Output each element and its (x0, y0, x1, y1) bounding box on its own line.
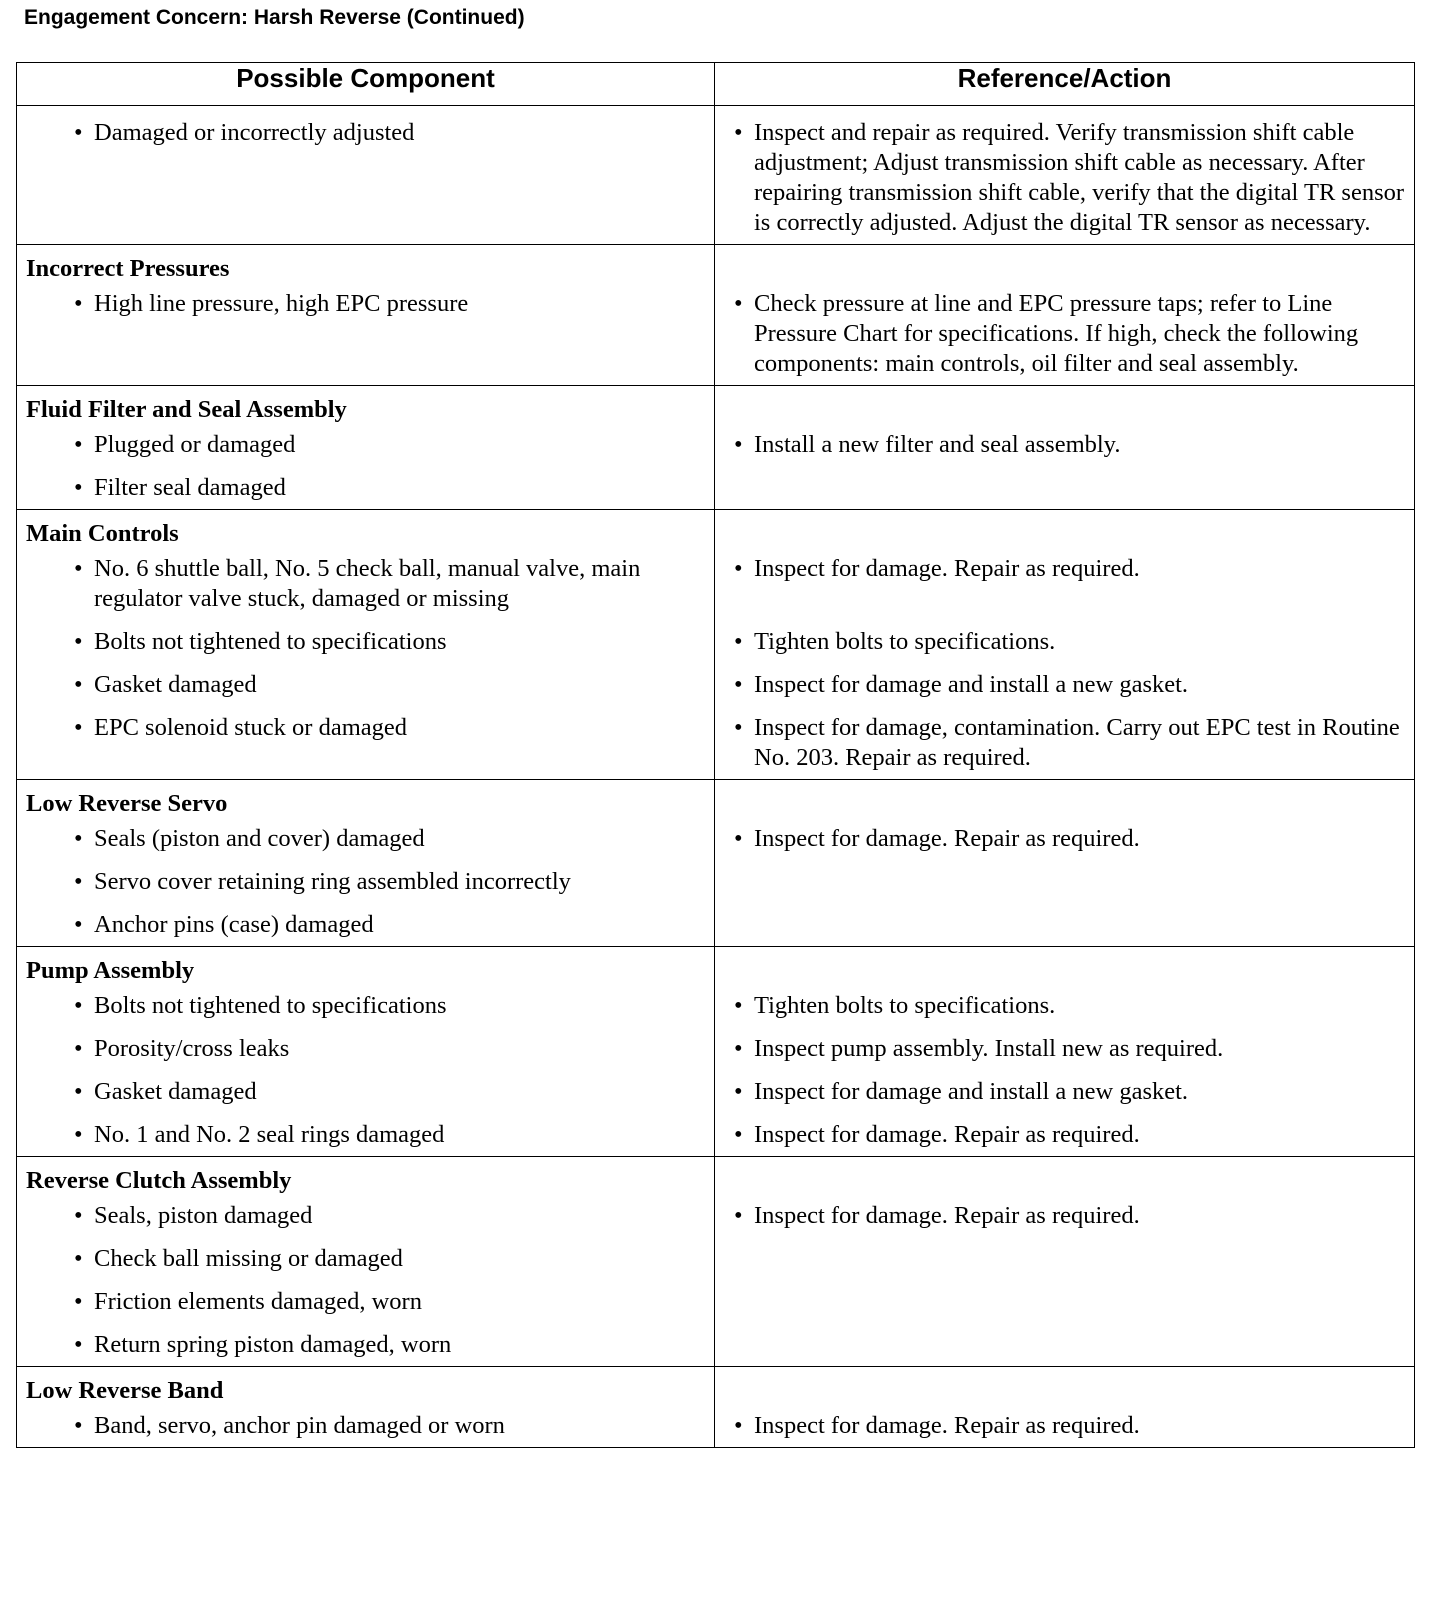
action-item (724, 1120, 1404, 1150)
action-cell (715, 780, 1415, 947)
bullet-icon: • (74, 1331, 83, 1358)
component-cell (17, 1157, 715, 1367)
bullet-icon: • (74, 1078, 83, 1105)
component-cell (17, 780, 715, 947)
action-item (724, 289, 1404, 379)
action-item (724, 867, 1404, 897)
table-row-group (17, 947, 1415, 1157)
action-text: Inspect and repair as required. Verify transmission shift cable adjustment; Adjust transmission shift cable as necessary. After repairing transmission shift cable, verify that the digital TR sensor is correctly adjusted. Adjust the digital TR sensor as necessary. (754, 119, 1405, 236)
bullet-icon: • (734, 714, 743, 741)
bullet-icon: • (74, 474, 83, 501)
bullet-icon: • (734, 1412, 743, 1439)
component-text: Filter seal damaged (94, 474, 286, 501)
component-text: Return spring piston damaged, worn (94, 1331, 452, 1358)
bullet-icon: • (74, 555, 83, 582)
table-row-group (17, 780, 1415, 947)
component-item (26, 713, 704, 773)
component-text: No. 6 shuttle ball, No. 5 check ball, manual valve, main regulator valve stuck, damaged or missing (94, 555, 641, 612)
component-item (26, 1120, 704, 1150)
column-header-action: Reference/Action (715, 63, 1415, 106)
action-text: Tighten bolts to specifications. (754, 992, 1056, 1019)
bullet-icon: • (734, 290, 743, 317)
bullet-icon: • (74, 119, 83, 146)
bullet-icon: • (74, 1035, 83, 1062)
bullet-icon: • (74, 1245, 83, 1272)
component-item (26, 1330, 704, 1360)
group-title: Main Controls (26, 520, 179, 547)
component-text: EPC solenoid stuck or damaged (94, 714, 408, 741)
action-text: Tighten bolts to specifications. (754, 628, 1056, 655)
action-text: Inspect for damage, contamination. Carry out EPC test in Routine No. 203. Repair as required. (754, 714, 1400, 771)
component-item (26, 473, 704, 503)
bullet-icon: • (74, 868, 83, 895)
diagnostic-table (16, 62, 1415, 1448)
table-row-group (17, 1367, 1415, 1448)
bullet-icon: • (74, 992, 83, 1019)
component-item (26, 554, 704, 614)
component-text: Gasket damaged (94, 671, 257, 698)
component-item (26, 824, 704, 854)
bullet-icon: • (734, 1035, 743, 1062)
action-item (724, 627, 1404, 657)
component-item (26, 1201, 704, 1231)
component-item (26, 289, 704, 379)
bullet-icon: • (734, 1121, 743, 1148)
bullet-icon: • (74, 1121, 83, 1148)
component-item (26, 1077, 704, 1107)
action-text: Inspect for damage. Repair as required. (754, 1121, 1140, 1148)
bullet-icon: • (734, 992, 743, 1019)
bullet-icon: • (734, 119, 743, 146)
component-text: Damaged or incorrectly adjusted (94, 119, 415, 146)
component-item (26, 867, 704, 897)
table-row-group (17, 245, 1415, 386)
action-text: Inspect pump assembly. Install new as required. (754, 1035, 1224, 1062)
action-item (724, 473, 1404, 503)
action-item (724, 1244, 1404, 1274)
component-text: Bolts not tightened to specifications (94, 992, 447, 1019)
action-item (724, 1411, 1404, 1441)
action-text: Inspect for damage and install a new gasket. (754, 1078, 1189, 1105)
group-title: Pump Assembly (26, 957, 195, 984)
table-header-row (17, 63, 1415, 106)
action-item (724, 670, 1404, 700)
action-item (724, 1287, 1404, 1317)
action-item (724, 1077, 1404, 1107)
action-item (724, 118, 1404, 238)
component-cell (17, 1367, 715, 1448)
action-item (724, 430, 1404, 460)
component-text: Bolts not tightened to specifications (94, 628, 447, 655)
bullet-icon: • (74, 1202, 83, 1229)
component-text: Servo cover retaining ring assembled incorrectly (94, 868, 571, 895)
action-item (724, 1201, 1404, 1231)
group-title: Low Reverse Band (26, 1377, 224, 1404)
table-row-intro (17, 106, 1415, 245)
action-cell (715, 245, 1415, 386)
action-cell (715, 386, 1415, 510)
action-text: Inspect for damage. Repair as required. (754, 555, 1140, 582)
action-cell (715, 106, 1415, 245)
component-text: Friction elements damaged, worn (94, 1288, 422, 1315)
table-row-group (17, 510, 1415, 780)
component-item (26, 1411, 704, 1441)
component-item (26, 118, 704, 238)
action-item (724, 554, 1404, 614)
action-text: Inspect for damage. Repair as required. (754, 1202, 1140, 1229)
action-cell (715, 1367, 1415, 1448)
bullet-icon: • (74, 714, 83, 741)
component-text: Porosity/cross leaks (94, 1035, 290, 1062)
action-item (724, 1330, 1404, 1360)
group-title: Fluid Filter and Seal Assembly (26, 396, 347, 423)
action-text: Install a new filter and seal assembly. (754, 431, 1121, 458)
bullet-icon: • (74, 1412, 83, 1439)
component-item (26, 430, 704, 460)
bullet-icon: • (734, 1078, 743, 1105)
bullet-icon: • (734, 555, 743, 582)
bullet-icon: • (734, 431, 743, 458)
page-title: Engagement Concern: Harsh Reverse (Continued) (24, 6, 525, 29)
bullet-icon: • (74, 911, 83, 938)
component-cell (17, 386, 715, 510)
component-cell (17, 947, 715, 1157)
action-text: Check pressure at line and EPC pressure taps; refer to Line Pressure Chart for specifications. If high, check the following components: main controls, oil filter and seal assembly. (754, 290, 1359, 377)
table-row-group (17, 1157, 1415, 1367)
action-item (724, 991, 1404, 1021)
action-text: Inspect for damage. Repair as required. (754, 825, 1140, 852)
action-item (724, 824, 1404, 854)
group-title: Low Reverse Servo (26, 790, 228, 817)
column-header-component: Possible Component (17, 63, 715, 106)
group-title: Reverse Clutch Assembly (26, 1167, 292, 1194)
component-item (26, 1287, 704, 1317)
action-item (724, 713, 1404, 773)
component-text: Anchor pins (case) damaged (94, 911, 374, 938)
bullet-icon: • (74, 671, 83, 698)
bullet-icon: • (74, 825, 83, 852)
component-item (26, 1244, 704, 1274)
bullet-icon: • (74, 628, 83, 655)
component-text: Band, servo, anchor pin damaged or worn (94, 1412, 505, 1439)
component-cell (17, 106, 715, 245)
bullet-icon: • (734, 825, 743, 852)
bullet-icon: • (74, 431, 83, 458)
component-cell (17, 245, 715, 386)
component-item (26, 1034, 704, 1064)
component-text: Plugged or damaged (94, 431, 296, 458)
component-item (26, 627, 704, 657)
bullet-icon: • (734, 671, 743, 698)
component-item (26, 910, 704, 940)
table-row-group (17, 386, 1415, 510)
bullet-icon: • (734, 628, 743, 655)
group-title: Incorrect Pressures (26, 255, 230, 282)
action-item (724, 910, 1404, 940)
action-item (724, 1034, 1404, 1064)
component-text: No. 1 and No. 2 seal rings damaged (94, 1121, 445, 1148)
component-text: Gasket damaged (94, 1078, 257, 1105)
action-cell (715, 510, 1415, 780)
component-text: Seals, piston damaged (94, 1202, 313, 1229)
component-item (26, 670, 704, 700)
action-text: Inspect for damage. Repair as required. (754, 1412, 1140, 1439)
component-cell (17, 510, 715, 780)
bullet-icon: • (74, 290, 83, 317)
component-text: Check ball missing or damaged (94, 1245, 403, 1272)
component-item (26, 991, 704, 1021)
action-cell (715, 1157, 1415, 1367)
action-cell (715, 947, 1415, 1157)
component-text: High line pressure, high EPC pressure (94, 290, 469, 317)
component-text: Seals (piston and cover) damaged (94, 825, 425, 852)
action-text: Inspect for damage and install a new gasket. (754, 671, 1189, 698)
bullet-icon: • (74, 1288, 83, 1315)
bullet-icon: • (734, 1202, 743, 1229)
